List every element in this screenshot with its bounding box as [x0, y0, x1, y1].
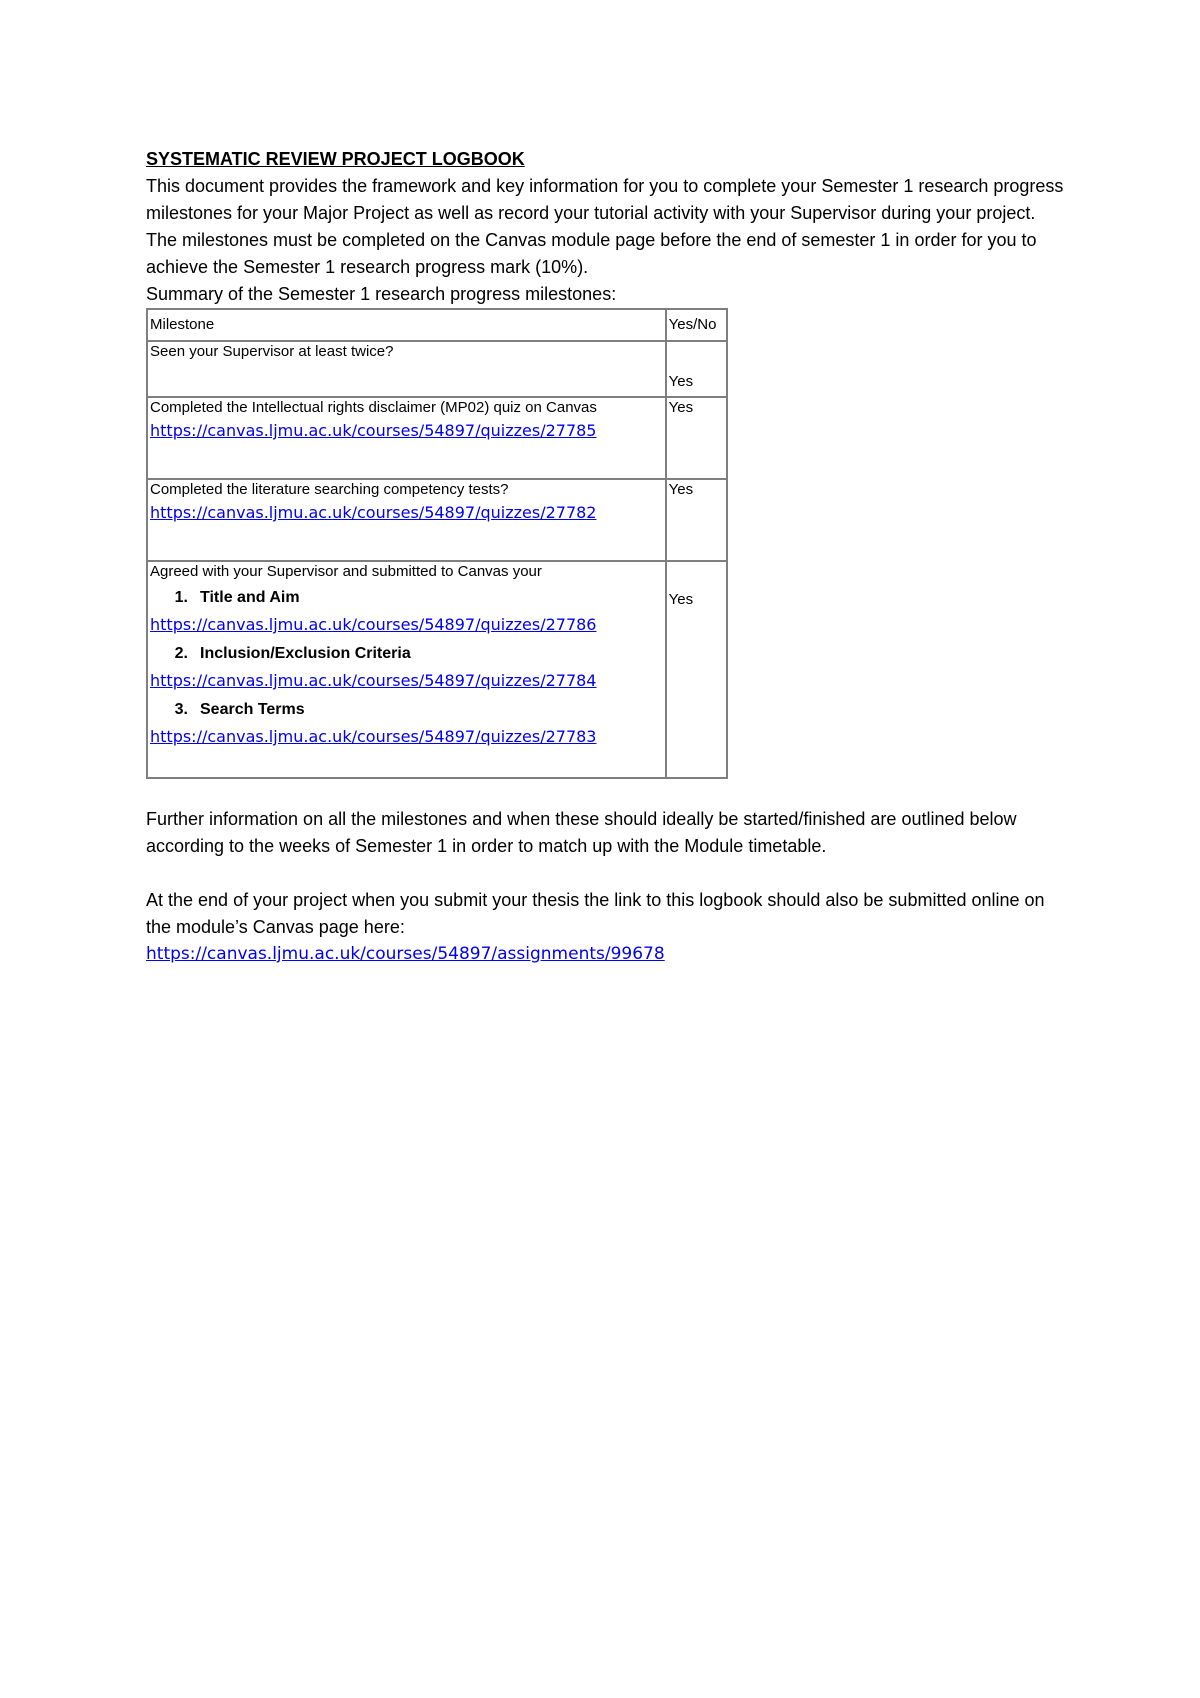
- submission-list: [150, 584, 663, 612]
- header-milestone: Milestone: [147, 309, 666, 341]
- list-item: [150, 640, 663, 668]
- answer-cell: [666, 561, 727, 778]
- document-title: SYSTEMATIC REVIEW PROJECT LOGBOOK: [146, 149, 525, 169]
- submission-list: [150, 640, 663, 668]
- header-yes-no: Yes/No: [666, 309, 727, 341]
- summary-heading: Summary of the Semester 1 research progress milestones:: [146, 284, 617, 304]
- end-note-paragraph: At the end of your project when you submit your thesis the link to this logbook should also be submitted online on the module’s Canvas page here:: [146, 890, 1045, 937]
- list-number: 1.: [174, 589, 188, 606]
- answer-text: Yes: [668, 481, 694, 498]
- intro-paragraph: This document provides the framework and key information for you to complete your Semester 1 research progress milestones for your Major Project as well as record your tutorial activity with your Supervisor during your project. The milestones must be completed on the Canvas module page before the end of semester 1 in order for you to achieve the Semester 1 research progress mark (10%).: [146, 176, 1064, 277]
- answer-text: Yes: [668, 591, 694, 608]
- milestone-cell: [147, 561, 666, 778]
- milestone-text: Completed the literature searching competency tests?: [150, 481, 509, 498]
- table-header-row: [147, 309, 727, 341]
- milestone-cell: [147, 397, 666, 479]
- list-label: Inclusion/Exclusion Criteria: [200, 645, 411, 662]
- milestone-text: Completed the Intellectual rights disclaimer (MP02) quiz on Canvas: [150, 399, 597, 416]
- list-label: Title and Aim: [200, 589, 300, 606]
- milestone-text: Agreed with your Supervisor and submitted to Canvas your: [150, 563, 542, 580]
- list-number: 3.: [174, 701, 188, 718]
- answer-text: Yes: [668, 399, 694, 416]
- table-row: [147, 561, 727, 778]
- answer-cell: [666, 479, 727, 561]
- list-item: [150, 696, 663, 724]
- answer-text: Yes: [668, 373, 694, 390]
- list-label: Search Terms: [200, 701, 305, 718]
- milestone-cell: [147, 341, 666, 397]
- list-number: 2.: [174, 645, 188, 662]
- list-item: [150, 584, 663, 612]
- document-page: [146, 146, 1066, 968]
- spacer: [146, 779, 1066, 806]
- table-row: [147, 479, 727, 561]
- quiz-link-title-aim[interactable]: https://canvas.ljmu.ac.uk/courses/54897/quizzes/27786: [150, 615, 597, 634]
- milestones-table: [146, 308, 728, 779]
- table-row: [147, 397, 727, 479]
- submission-list: [150, 696, 663, 724]
- quiz-link-mp02[interactable]: https://canvas.ljmu.ac.uk/courses/54897/quizzes/27785: [150, 421, 597, 440]
- milestone-cell: [147, 479, 666, 561]
- answer-cell: [666, 341, 727, 397]
- quiz-link-literature[interactable]: https://canvas.ljmu.ac.uk/courses/54897/quizzes/27782: [150, 503, 597, 522]
- milestone-text: Seen your Supervisor at least twice?: [150, 343, 394, 360]
- assignment-link[interactable]: https://canvas.ljmu.ac.uk/courses/54897/assignments/99678: [146, 944, 665, 964]
- spacer: [146, 860, 1066, 887]
- quiz-link-search-terms[interactable]: https://canvas.ljmu.ac.uk/courses/54897/quizzes/27783: [150, 727, 597, 746]
- table-row: [147, 341, 727, 397]
- answer-cell: [666, 397, 727, 479]
- quiz-link-inclusion[interactable]: https://canvas.ljmu.ac.uk/courses/54897/quizzes/27784: [150, 671, 597, 690]
- further-info-paragraph: Further information on all the milestones and when these should ideally be started/finished are outlined below according to the weeks of Semester 1 in order to match up with the Module timetable.: [146, 809, 1017, 856]
